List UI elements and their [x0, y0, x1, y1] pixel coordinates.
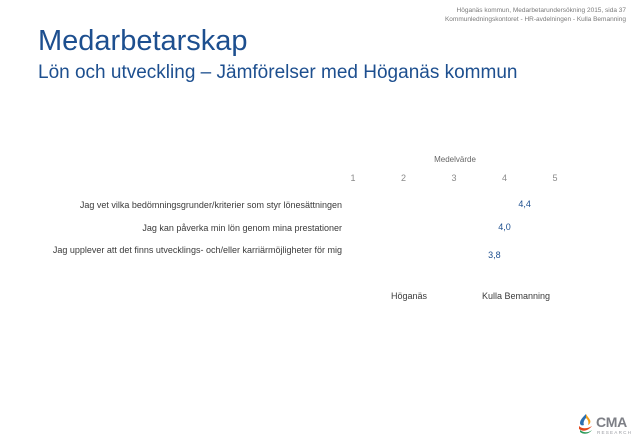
- logo-name: CMA: [596, 414, 627, 430]
- x-tick-label: 4: [501, 173, 507, 183]
- x-tick-label: 5: [552, 173, 558, 183]
- data-label: 3,8: [488, 250, 501, 260]
- data-label: 4,0: [498, 222, 511, 232]
- x-tick-label: 1: [350, 173, 356, 183]
- legend-item: Höganäs: [391, 291, 428, 301]
- cma-research-logo: [577, 413, 635, 437]
- header-meta-line2: Kommunledningskontoret - HR-avdelningen - Kulla Bemanning: [444, 16, 626, 23]
- header-meta-line1: Höganäs kommun, Medarbetarundersökning 2015, sida 37: [456, 7, 626, 14]
- header-meta: [326, 6, 626, 24]
- data-label: 4,4: [518, 199, 531, 209]
- statement-label: Jag kan påverka min lön genom mina prestationer: [142, 223, 342, 233]
- x-tick-label: 2: [400, 173, 406, 183]
- cma-logo-icon: [577, 413, 595, 435]
- legend-item: Kulla Bemanning: [482, 291, 551, 301]
- chart-title: Medelvärde: [434, 155, 476, 164]
- logo-subtitle: RESEARCH: [597, 430, 633, 435]
- page-title: Medarbetarskap: [38, 25, 248, 57]
- statement-label: Jag vet vilka bedömningsgrunder/kriterier som styr lönesättningen: [79, 200, 342, 210]
- x-tick-label: 3: [451, 173, 457, 183]
- page-subtitle: Lön och utveckling – Jämförelser med Höganäs kommun: [38, 62, 518, 83]
- statement-label: Jag upplever att det finns utvecklings- och/eller karriärmöjligheter för mig: [52, 245, 342, 255]
